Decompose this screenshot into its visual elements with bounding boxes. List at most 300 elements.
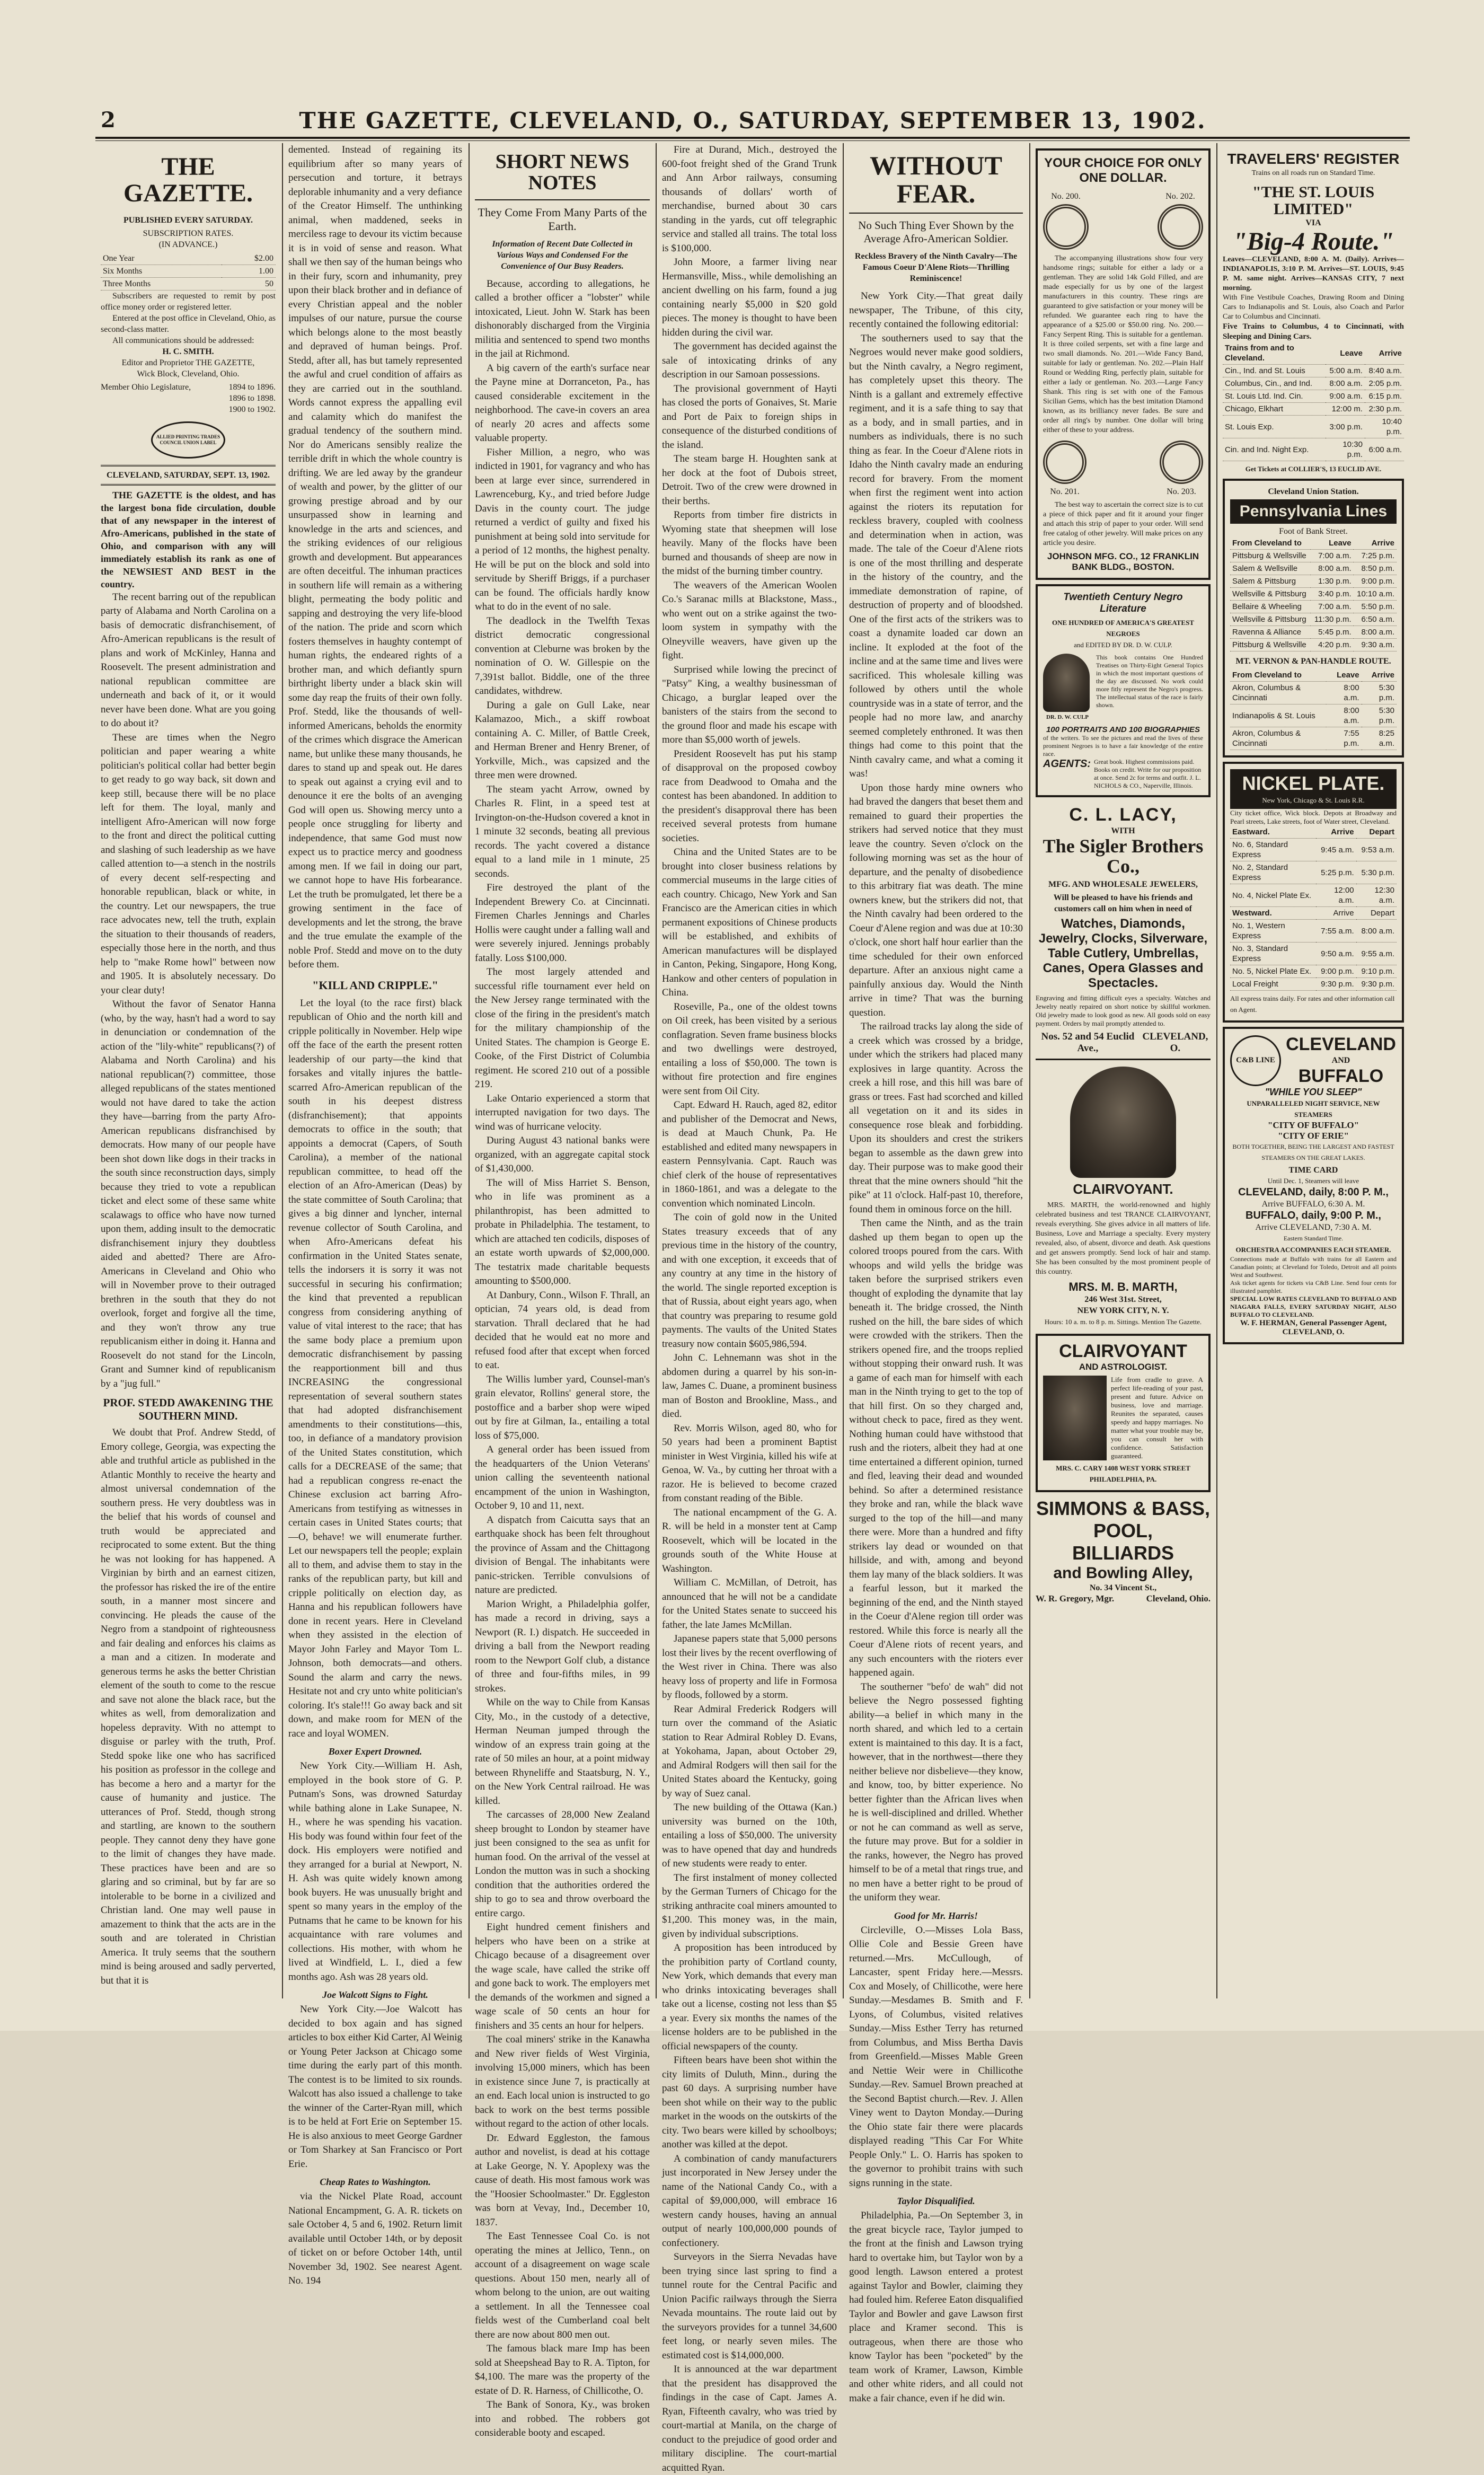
- marth-portrait-image: [1070, 1067, 1176, 1178]
- cb-leave-cleveland: CLEVELAND, daily, 8:00 P. M.,: [1238, 1186, 1389, 1199]
- train-time: 9:30 p.m.: [1316, 978, 1356, 991]
- folio-line: [101, 108, 1404, 134]
- nickel-title: NICKEL PLATE.: [1242, 772, 1385, 795]
- published-line: PUBLISHED EVERY SATURDAY.: [123, 215, 253, 225]
- news-item: Reports from timber fire districts in Wyoming state that sheepmen will lose heavily. Many of the flocks have been burned and thousands of sheep are now in the midst of the burning timber country.: [662, 509, 837, 577]
- train-time: Arrive: [1316, 826, 1356, 839]
- simmons-address: No. 34 Vincent St.,: [1089, 1583, 1157, 1592]
- table-row: [1230, 682, 1397, 704]
- c-and-b-line-ad: [1223, 1027, 1404, 1344]
- without-fear-subhead: No Such Thing Ever Shown by the Average Afro-American Soldier.: [858, 219, 1014, 245]
- train-name: Columbus, Cin., and Ind.: [1223, 377, 1326, 390]
- table-row: [1223, 390, 1404, 403]
- cb-steamer-buffalo: "CITY OF BUFFALO": [1267, 1120, 1359, 1131]
- nickel-foot: All express trains daily. For rates and other information call on Agent.: [1230, 994, 1395, 1014]
- simmons-manager: W. R. Gregory, Mgr.: [1036, 1593, 1115, 1604]
- astro-body-row: [1043, 1376, 1203, 1460]
- ring-icon: [1043, 204, 1089, 250]
- term-item: 1900 to 1902.: [228, 404, 276, 414]
- rates-table: [101, 252, 276, 290]
- big-four-route: "Big-4 Route.": [1233, 227, 1394, 256]
- train-time: 9:45 a.m.: [1316, 839, 1356, 861]
- news-item: The deadlock in the Twelfth Texas district democratic congressional convention at Cleburne was broken by the nomination of O. W. Gillespie on the 7,391st ballot. Biddle, one of the three candidates, withdrew.: [475, 615, 650, 697]
- train-time: 9:50 a.m.: [1316, 943, 1356, 965]
- table-row: [1230, 550, 1397, 562]
- marth-address: 246 West 31st. Street,: [1084, 1294, 1162, 1304]
- astro-subtitle: AND ASTROLOGIST.: [1079, 1361, 1168, 1372]
- news-headline: Boxer Expert Drowned.: [328, 1746, 422, 1757]
- lacy-advertisement: [1036, 805, 1211, 1060]
- astro-title: CLAIRVOYANT: [1059, 1341, 1187, 1361]
- ring-measure-text: The best way to ascertain the correct size is to cut a piece of thick paper and fit it around your finger and attach this strip of paper to your order. Will send free catalog of other jewelry. Will make prices on any article you desire.: [1043, 501, 1203, 547]
- table-row: [1230, 861, 1397, 884]
- news-item: At Danbury, Conn., Wilson F. Thrall, an optician, 74 years old, is dead from starvation. Thrall declared that he had decided that he would eat no more and refused food after that except when forced to eat.: [475, 1289, 650, 1371]
- top-rule: [95, 137, 1410, 139]
- culp-portrait-block: [1043, 654, 1092, 723]
- news-item: Fifteen bears have been shot within the city limits of Duluth, Minn., during the past 60 days. A surprising number have been shot while on their way to the public market in the woods on the outskirts of the city. Two bears were killed by schoolboys; another was killed at the depot.: [662, 2055, 837, 2150]
- table-row: [1230, 920, 1397, 943]
- train-time: 5:30 p.m.: [1356, 861, 1397, 884]
- notice-entered: Entered at the post office in Cleveland, Ohio, as second-class matter.: [101, 313, 276, 334]
- st-louis-limited: "THE ST. LOUIS LIMITED": [1252, 183, 1375, 218]
- legislature-block: [101, 382, 276, 415]
- penn-title: Pennsylvania Lines: [1239, 503, 1388, 521]
- literature-subtitle: ONE HUNDRED OF AMERICA'S GREATEST NEGROES: [1052, 619, 1194, 638]
- news-item: The carcasses of 28,000 New Zealand sheep brought to London by steamer have just been consigned to the sea as unfit for human food. On the arrival of the vessel at London the mutton was in such a shocking condition that the authorities ordered the ship to go to sea and throw overboard the entire cargo.: [475, 1809, 650, 1919]
- simmons-advertisement: [1036, 1498, 1211, 1604]
- train-time: 9:55 a.m.: [1356, 943, 1397, 965]
- news-item: The coin of gold now in the United States treasury exceeds that of any previous time in the history of the country, and with one exception, it exceeds that of any country at any time in the history of the world. The single reported exception is that of Russia, about eight years ago, when that country was preparing to resume gold payments. The vaults of the United States treasury now contain $605,986,594.: [662, 1212, 837, 1350]
- train-time: 9:00 p.m.: [1316, 965, 1356, 978]
- cb-service: UNPARALLELED NIGHT SERVICE, NEW STEAMERS: [1247, 1099, 1380, 1119]
- story-paragraph: Then came the Ninth, and as the train dashed up them began to open up the colored troops poured from the cars. With whoops and wild yells the bridge was taken before the surprised strikers even thought of exploding the dynamite that lay beneath it. The bridge crossed, the Ninth rushed on the hill, the bare sides of which were crowded with the strikers. Then the strikers opened fire, and the troops replied without stopping their onward rush. It was a game of each man for himself with each man in the Ninth trying to get to the top of that hill first. On so they charged and, without check to pace, fired as they went. Nothing human could have withstood that rush and the rioters, albeit they had at one time entertained a different opinion, turned and fled, leaving their dead and wounded behind. So after a determined resistance they broke and ran, while the black wave surged to the top of the hill—and many there were. More than a hundred and fifty strikers lay dead or wounded on that hillside, and with, among and beyond them lay many of the black soldiers. It was a fearful lesson, but it marked the beginning of the end, and the Ninth stayed in the Coeur d'Alene region till order was restored. While this force is nearly all the Coeur d'Alene riots of recent years, and any such encounters with the rioters ever happened again.: [849, 1218, 1023, 1678]
- cb-eastern-time: Eastern Standard Time.: [1283, 1235, 1344, 1243]
- ring-icon: [1160, 441, 1203, 484]
- column-rule: [469, 143, 470, 1998]
- news-item: Capt. Edward H. Rauch, aged 82, editor and publisher of the Democrat and News, is dead at Mauch Chunk, Pa. He established and edited many newspapers in eastern Pennsylvania. Capt. Rauch was chief clerk of the house of representatives in 1860-1861, and was a delegate to the convention which nominated Lincoln.: [662, 1099, 837, 1209]
- news-item: A proposition has been introduced by the prohibition party of Cortland county, New York, which demands that every man who drinks intoxicating beverages shall take out a license, costing not less than $5 a year. Every six months the names of the license holders are to be published in the official newspapers of the county.: [662, 1942, 837, 2052]
- cb-special-rates: SPECIAL LOW RATES CLEVELAND TO BUFFALO AND NIAGARA FALLS, EVERY SATURDAY NIGHT, ALSO BUFFALO TO CLEVELAND.: [1230, 1295, 1397, 1319]
- train-name: No. 4, Nickel Plate Ex.: [1230, 884, 1316, 907]
- literature-body: This book contains One Hundred Treatises on Thirty-Eight General Topics in which the most important questions of the day are discussed. No work could more fitly represent the Negro's progress. The intellectual status of the race is fairly shown.: [1096, 654, 1203, 709]
- train-time: 9:53 a.m.: [1356, 839, 1397, 861]
- ring-company: JOHNSON MFG. CO., 12 FRANKLIN BANK BLDG., BOSTON.: [1047, 551, 1199, 572]
- editorial-paragraph: We doubt that Prof. Andrew Stedd, of Emory college, Georgia, was expecting the able and truthful article as published in the Atlantic Monthly to receive the hearty and almost universal condemnation of the southern press. He very doubtless was in the belief that his words of counsel and truth would be appreciated and reciprocated to some extent. But the thing he was not looking for has happened. A Virginian by birth and an earnest citizen, the professor has risked the ire of the entire south, in a manner most sincere and convincing. He pleads the cause of the Negro from a standpoint of righteousness and fair dealing and enforces his claims as a man and a citizen. In moderate and generous terms he asks the better Christian element of the south to come to the rescue and save not alone the black race, but the whites as well, from demoralization and hopeless depravity. With no attempt to disguise or parley with the truth, Prof. Stedd spoke like one who has sacrificed his position as professor in the college and has become a hero and a martyr for the cause of humanity and justice. The utterances of Prof. Stedd, though strong and startling, are known to the southern people. They cannot deny they have gone to the limit of changes they have made. These practices have been and are so glaring and so criminal, but by far are so intolerable to be borne in a civilized and Christian land. One may well pause in amazement to think that the acts are in the south and are tolerated in Christian America. It truly seems that the southern mind is being aroused and sadly perverted, but that it is: [101, 1427, 276, 1986]
- train-name: Akron, Columbus & Cincinnati: [1230, 727, 1326, 750]
- table-row: [101, 277, 276, 290]
- table-row: [1230, 907, 1397, 920]
- table-row: [1230, 626, 1397, 639]
- short-news-headline: SHORT NEWS NOTES: [475, 152, 650, 200]
- news-item: Because, according to allegations, he called a brother officer a "lobster" while intoxicated, Lieut. John W. Stark has been dishonorably discharged from the Virginia militia and sentenced to spend two months in the jail at Richmond.: [475, 278, 650, 360]
- train-time: Leave: [1311, 537, 1353, 550]
- train-name: No. 2, Standard Express: [1230, 861, 1316, 884]
- ring-number: No. 201.: [1050, 487, 1080, 496]
- news-item: Marion Wright, a Philadelphia golfer, has made a record in driving, says a Newport (R. I.) dispatch. He succeeded in driving a ball from the Newport reading room to the Newport Golf club, a distance of three and four-fifths miles, in 99 strokes.: [475, 1598, 650, 1694]
- train-time: 8:00 a.m.: [1354, 626, 1397, 639]
- in-advance: (IN ADVANCE.): [158, 240, 218, 249]
- literature-editor: and EDITED BY DR. D. W. CULP.: [1074, 641, 1172, 649]
- ring-icon: [1043, 441, 1086, 484]
- train-time: Arrive: [1316, 907, 1356, 920]
- table-row: [1230, 613, 1397, 626]
- train-name: Indianapolis & St. Louis: [1230, 704, 1326, 727]
- cb-arrive-buffalo: Arrive BUFFALO, 6:30 A. M.: [1261, 1200, 1365, 1209]
- editor-name: H. C. SMITH.: [162, 347, 214, 356]
- cb-ask: Ask ticket agents for tickets via C&B Line. Send four cents for illustrated pamphlet.: [1230, 1279, 1397, 1295]
- train-time: 1:30 p.m.: [1311, 575, 1353, 588]
- story-paragraph: Upon those hardy mine owners who had braved the dangers that beset them and remained to guard their properties the strikers had served notice that they must leave the country. Seven o'clock on the following morning was set as the hour of departure, and the penalty of disobedience to this arbitrary fiat was death. The mine owners knew, but the strikers did not, that the Ninth cavalry had been ordered to the Coeur d'Alene region and was due at 10:30 o'clock, one short half hour earlier than the time scheduled for their own enforced departure. After an anxious night came a painfully anxious day. Would the Ninth arrive in time? That was the burning question.: [849, 782, 1023, 1018]
- news-paragraph: Philadelphia, Pa.—On September 3, in the great bicycle race, Taylor jumped to the front at the finish and Lawson trying hard to overtake him, but Taylor won by a good length. Lawson entered a protest against Taylor and Bowler, claiming they had fouled him. Referee Eaton disqualified Taylor and Bowler and gave Lawson first place and Kramer second. This is outrageous, when there are those who know Taylor has been "pocketed" by the team work of Kramer, Lawson, Kimble and other white riders, and all could not make a fair chance, even if he did win.: [849, 2210, 1023, 2404]
- literature-agents-row: [1043, 758, 1203, 790]
- cb-until: Until Dec. 1, Steamers will leave: [1267, 1177, 1359, 1185]
- travelers-register-title: TRAVELERS' REGISTER: [1227, 151, 1400, 167]
- simmons-billiards: BILLIARDS: [1072, 1542, 1174, 1564]
- cb-both: BOTH TOGETHER, BEING THE LARGEST AND FASTEST STEAMERS ON THE GREAT LAKES.: [1232, 1143, 1394, 1162]
- cb-arrive-cleveland: Arrive CLEVELAND, 7:30 A. M.: [1255, 1223, 1372, 1232]
- news-item: Rear Admiral Frederick Rodgers will turn over the command of the Asiatic station to Rear Admiral Robley D. Evans, at Yokohama, Japan, about October 29, and Admiral Rodgers will then sail for the United States aboard the Kentucky, going by way of Suez canal.: [662, 1703, 837, 1799]
- cb-tagline: "WHILE YOU SLEEP": [1265, 1087, 1362, 1098]
- train-name: Wellsville & Pittsburg: [1230, 588, 1311, 601]
- table-row: [1230, 537, 1397, 550]
- train-time: 2:05 p.m.: [1365, 377, 1404, 390]
- train-time: 8:00 a.m.: [1326, 682, 1361, 704]
- train-name: Salem & Wellsville: [1230, 562, 1311, 575]
- news-headline: Joe Walcott Signs to Fight.: [322, 1989, 428, 2000]
- sigler-address-row: [1036, 1031, 1211, 1060]
- column-rule: [843, 143, 844, 1998]
- train-name: No. 3, Standard Express: [1230, 943, 1316, 965]
- short-news-subhead: They Come From Many Parts of the Earth.: [478, 205, 647, 233]
- cb-city: CLEVELAND, O.: [1282, 1328, 1345, 1337]
- simmons-footer: [1036, 1593, 1211, 1604]
- train-time: 10:10 a.m.: [1354, 588, 1397, 601]
- cb-steamer-erie: "CITY OF ERIE": [1278, 1131, 1349, 1141]
- train-name: Pittsburg & Wellsville: [1230, 639, 1311, 651]
- news-item: Rev. Morris Wilson, aged 80, who for 50 years had been a prominent Baptist minister in West Virginia, killed his wife at Genoa, W. Va., by cutting her throat with a razor. He is believed to become crazed from constant reading of the Bible.: [662, 1422, 837, 1504]
- ring-number: No. 202.: [1165, 192, 1195, 201]
- news-item: The national encampment of the G. A. R. will be held in a monster tent at Camp Roosevelt, which will be located in the grounds south of the White House at Washington.: [662, 1507, 837, 1574]
- travelers-register-sub: Trains on all roads run on Standard Time.: [1251, 169, 1375, 177]
- nickel-note: City ticket office, Wick block. Depots at Broadway and Pearl streets, Lake streets, foot of Water street, Cleveland.: [1230, 809, 1397, 826]
- news-item: A big cavern of the earth's surface near the Payne mine at Dorranceton, Pa., has caused considerable excitement in the neighborhood. The cave-in covers an area of nearly 20 acres and affects some valuable property.: [475, 362, 650, 444]
- stedd-headline: PROF. STEDD AWAKENING THE SOUTHERN MIND.: [103, 1396, 273, 1423]
- cary-advertisement: [1036, 1334, 1211, 1492]
- editorial-paragraph: Let the loyal (to the race first) black republican of Ohio and the north kill and cripple politically in November. Help wipe off the face of the earth the present rotten leadership of our party—the kind that forsakes and vitally injures the battle-scarred Afro-American republican of the south in his deepest distress (disfranchisement); that appoints democrats to office in the south; that appoints a democrat (Capers, of South Carolina), a member of the national republican committee, to head off the election of an Afro-American (Deas) by the state committee of South Carolina; that gives a big dinner and lyncher, internal revenue collector of South Carolina, and when Afro-Americans defeat his confirmation in the United States senate, tells the indorsers it is sorry it was not successful in securing his confirmation; the kind that prevented a republican congress from considering anything of value of vital interest to the race; that has the same body place a premium upon democratic disfranchisement by passing the reapportionment bill and thus INCREASING the congressional representation of several southern states that had adopted disfranchisement amendments to their constitutions—this, too, in defiance of a mandatory provision of the United States constitution, which calls for a DECREASE of the same; that had a republican congress re-enact the Chinese exclusion act barring Afro-Americans from testifying as witnesses in certain cases in United States courts; that—O, behave! we will enumerate further. Let our newspapers tell the people; explain all to them, and advise them to stay in the ranks of the republican party, but kill and cripple politically on election day, as Hanna and his republican followers have done in recent years. Here in Cleveland when they assisted in the election of Mayor John Farley and Mayor Tom L. Johnson, both democrats—and others. Sound the alarm and carry the news. Hesitate not and cry unto white politician's coloring. It's stale!!! Go away back and sit down, and make room for MEN of the race and loyal WOMEN.: [288, 997, 462, 1739]
- sigler-note: Will be pleased to have his friends and customers call on him when in need of: [1053, 893, 1193, 913]
- train-name: Ravenna & Alliance: [1230, 626, 1311, 639]
- ring-ad-title: YOUR CHOICE FOR ONLY ONE DOLLAR.: [1044, 156, 1202, 185]
- ring-icon: [1158, 204, 1203, 250]
- table-row: [1230, 601, 1397, 613]
- news-item: Fire at Durand, Mich., destroyed the 600-foot freight shed of the Grand Trunk and Ann Arbor railways, consuming thousands of dollars' worth of merchandise, burned about 30 cars standing in the yards, cut off telegraphic service and stalled all trains. The total loss is $100,000.: [662, 144, 837, 254]
- news-item: A general order has been issued from the headquarters of the Union Veterans' union calling the seventeenth national encampment of the union in Washington, October 9, 10 and 11, next.: [475, 1444, 650, 1512]
- train-time: 10:40 p.m.: [1365, 416, 1404, 438]
- train-time: 8:50 p.m.: [1354, 562, 1397, 575]
- lacy-name: C. L. LACY,: [1069, 805, 1177, 825]
- train-time: 8:00 a.m.: [1356, 920, 1397, 943]
- news-item: Surprised while lowing the precinct of "Patsy" King, a wealthy businessman of Chicago, a burglar leaped over the banisters of the stairs from the second to the ground floor and made his escape with more than $5,000 worth of jewels.: [662, 664, 837, 745]
- table-row: [1223, 416, 1404, 438]
- sigler-goods: Watches, Diamonds, Jewelry, Clocks, Silverware, Table Cutlery, Umbrellas, Canes, Opera Glasses and Spectacles.: [1038, 916, 1208, 990]
- simmons-pool: POOL,: [1093, 1519, 1153, 1542]
- table-row: [1230, 965, 1397, 978]
- penn-timetable: [1230, 537, 1397, 651]
- agents-body: Great book. Highest commissions paid. Books on credit. Write for our proposition at once. Send 2c for terms and outfit. J. L. NICHOLS & CO., Naperville, Illinois.: [1094, 758, 1202, 789]
- news-item: Surveyors in the Sierra Nevadas have been trying since last spring to find a tunnel route for the Central Pacific and Union Pacific railways through the Sierra Nevada mountains. The route laid out by the surveyors provides for a tunnel 34,600 feet long, or nearly seven miles. The estimated cost is $14,000,000.: [662, 2251, 837, 2361]
- train-time: 5:45 p.m.: [1311, 626, 1353, 639]
- news-item: It is announced at the war department that the president has disapproved the findings in the case of Capt. James A. Ryan, Fifteenth cavalry, who was tried by court-martial at Manila, on the charge of conduct to the prejudice of good order and military discipline. The court-martial acquitted Ryan.: [662, 2364, 837, 2473]
- ring-201: [1043, 438, 1086, 497]
- cb-leave-buffalo: BUFFALO, daily, 9:00 P. M.,: [1246, 1210, 1381, 1222]
- column-rule: [1029, 143, 1030, 1998]
- news-item: Fire destroyed the plant of the Independent Brewery Co. at Cincinnati. Firemen Charles Jennings and Charles Hollis were caught under a falling wall and were severely injured. Jennings probably fatally. Loss $100,000.: [475, 882, 650, 964]
- train-name: Eastward.: [1230, 826, 1316, 839]
- train-time: 8:25 a.m.: [1362, 727, 1397, 750]
- story-paragraph: The southerners used to say that the Negroes would never make good soldiers, but the Ninth cavalry, a Negro regiment, has completely upset this theory. The Ninth is a gallant and extremely effective regiment, and it is a safe thing to say that as a body, and in small parties, and in numbers as individuals, there is no such thing as fear. In the Coeur d'Alene riots in Idaho the Ninth cavalry made an enduring record for bravery. From the moment when first the regiment went into action against the rioters its reputation for reckless bravery, coupled with coolness and determination when in action, was made. The tale of the Coeur d'Alene riots is one of the most thrilling and desperate in the history of the country, and the immediate demonstration of rapine, of destruction of property and of bloodshed. One of the first acts of the strikers was to coast a dynamite loaded car down an incline. It exploded at the foot of the incline and at the same time and lives were sacrificed. This wholesale killing was followed by others until the whole countryside was in a state of terror, and the people had no more law, and anarchy seemed completely enthroned. It was then things had come to this point that the Ninth cavalry came, and what a coming it was!: [849, 332, 1023, 779]
- column-rule: [656, 143, 657, 1998]
- news-item: The steam yacht Arrow, owned by Charles R. Flint, in a speed test at Irvington-on-the-Hudson covered a knot in 1 minute 32 seconds, beating all previous records. The yacht covered a distance equal to a land mile in 1 minute, 25 seconds.: [475, 783, 650, 879]
- table-row: [1230, 669, 1397, 682]
- news-item: The famous black mare Imp has been sold at Sheepshead Bay to R. A. Tipton, for $4,100. The mare was the property of the estate of D. R. Harness, of Chillicothe, O.: [475, 2343, 650, 2397]
- ring-number: No. 200.: [1051, 192, 1081, 201]
- train-name: Salem & Pittsburg: [1230, 575, 1311, 588]
- column-4: [662, 143, 837, 2473]
- top-rule-thin: [95, 140, 1410, 141]
- train-name: Trains from and to Cleveland.: [1223, 342, 1326, 365]
- ring-advertisement: [1036, 148, 1211, 580]
- train-name: Wellsville & Pittsburg: [1230, 613, 1311, 626]
- train-name: Cin., Ind. and St. Louis: [1223, 365, 1326, 377]
- short-news-list-continued: [662, 143, 837, 2475]
- train-time: 7:55 p.m.: [1326, 727, 1361, 750]
- train-time: 12:00 m.: [1326, 403, 1365, 416]
- simmons-title: SIMMONS & BASS,: [1036, 1497, 1211, 1519]
- cb-connections: Connections made at Buffalo with trains for all Eastern and Canadian points; at Cleveland for Toledo, Detroit and all points West and Southwest.: [1230, 1255, 1397, 1279]
- table-row: [1230, 978, 1397, 991]
- ring-200: [1043, 191, 1089, 252]
- cb-title-cleveland: CLEVELAND: [1286, 1034, 1396, 1055]
- table-row: [1223, 377, 1404, 390]
- short-news-list: [475, 277, 650, 2441]
- table-row: [1230, 562, 1397, 575]
- notice-address: All communications should be addressed:: [112, 336, 254, 345]
- table-row: [1223, 342, 1404, 365]
- train-name: Local Freight: [1230, 978, 1316, 991]
- news-item: During August 43 national banks were organized, with an aggregate capital stock of $1,430,000.: [475, 1135, 650, 1175]
- penn-foot: Foot of Bank Street.: [1279, 527, 1348, 536]
- news-item: The first instalment of money collected by the German Turners of Chicago for the striking anthracite coal miners amounted to $1,200. This money was, in the main, given by individual subscriptions.: [662, 1872, 837, 1940]
- column-rule: [1216, 143, 1217, 1998]
- cb-and: AND: [1331, 1056, 1350, 1065]
- train-name: Chicago, Elkhart: [1223, 403, 1326, 416]
- train-name: No. 1, Western Express: [1230, 920, 1316, 943]
- train-time: 7:00 a.m.: [1311, 550, 1353, 562]
- editor-address: Wick Block, Cleveland, Ohio.: [137, 369, 240, 378]
- column-7: [1223, 143, 1404, 1998]
- big-four-note: With Fine Vestibule Coaches, Drawing Room and Dining Cars to Indianapolis and St. Louis, also Coach and Parlor Car to Columbus and Cincinnati.: [1223, 294, 1404, 321]
- train-name: St. Louis Exp.: [1223, 416, 1326, 438]
- train-name: No. 6, Standard Express: [1230, 839, 1316, 861]
- table-row: [1230, 826, 1397, 839]
- marth-advertisement: [1036, 1067, 1211, 1327]
- train-time: 9:10 p.m.: [1356, 965, 1397, 978]
- ring-203: [1160, 438, 1203, 497]
- table-row: [1230, 588, 1397, 601]
- train-name: Bellaire & Wheeling: [1230, 601, 1311, 613]
- nickel-subtitle: New York, Chicago & St. Louis R.R.: [1262, 796, 1365, 805]
- marth-hours: Hours: 10 a. m. to 8 p. m. Sittings. Mention The Gazette.: [1044, 1317, 1202, 1326]
- union-label: [101, 421, 276, 459]
- train-time: 6:50 a.m.: [1354, 613, 1397, 626]
- news-item: The most largely attended and successful rifle tournament ever held on the New Jersey range terminated with the close of the firing in the president's match for the military championship of the United States. The champion is George E. Cooke, of the First District of Columbia regiment. He scored 210 out of a possible 219.: [475, 966, 650, 1090]
- news-paragraph: New York City.—Joe Walcott has decided to box again and has signed articles to box either Kid Carter, Al Weinig or Young Peter Jackson at Chicago some time during the early part of this month. The contest is to be limited to six rounds. Walcott has also issued a challenge to take the winner of the Carter-Ryan mill, which is to be held at Fort Erie on September 15. He is also anxious to meet George Gardner or Tom Sharkey at San Francisco or Port Erie.: [288, 2004, 462, 2170]
- mt-vernon-timetable: [1230, 669, 1397, 750]
- literature-portraits: 100 PORTRAITS AND 100 BIOGRAPHIES: [1046, 725, 1200, 734]
- news-headline: Good for Mr. Harris!: [894, 1910, 978, 1921]
- train-time: Arrive: [1365, 342, 1404, 365]
- penn-station: Cleveland Union Station.: [1268, 487, 1359, 497]
- culp-portrait-image: [1043, 654, 1090, 712]
- without-fear-headline: WITHOUT FEAR.: [849, 152, 1023, 214]
- train-name: From Cleveland to: [1230, 669, 1326, 682]
- penn-banner: [1230, 499, 1397, 524]
- train-name: From Cleveland to: [1230, 537, 1311, 550]
- train-name: Cin. and Ind. Night Exp.: [1223, 438, 1326, 461]
- sigler-subtitle: MFG. AND WHOLESALE JEWELERS,: [1048, 879, 1198, 889]
- sigler-address: Nos. 52 and 54 Euclid Ave.,: [1041, 1030, 1135, 1054]
- train-time: 3:40 p.m.: [1311, 588, 1353, 601]
- cb-title-block: [1285, 1034, 1397, 1087]
- story-paragraph: The railroad tracks lay along the side of a creek which was crossed by a bridge, under which the strikers had placed many explosives in large quantity. Across the creek a hill rose, and this hill was bare of grass or trees. Fast had scorched and killed all vegetation on it and its sides in consequence rose bleak and forbidding. Upon its shoulders and crest the strikers began to assemble as the dawn grew into day. Their purpose was to make good their threat that the mine owners should "hit the pike" at 11 o'clock. Half-past 10, therefore, found them in ominous force on the hill.: [849, 1021, 1023, 1215]
- story-paragraph: The southerner "befo' de wah" did not believe the Negro possessed fighting ability—a belief in which many in the north shared, and which led to a certain extent is maintained to this day. It is a fact, however, that in the northwest—there they neither believe nor disbelieve—they know, and know, too, by bitter experience. No better fighter than the African lives when he is well-disciplined and drilled. Whether or not he can command as well as serve, the future may prove. But for a soldier in the ranks, however, the Negro has proved himself to be of a metal that rings true, and no men have a better right to be proud of the uniform they wear.: [849, 1681, 1023, 1903]
- news-item: Japanese papers state that 5,000 persons lost their lives by the recent overflowing of the West river in China. There was also heavy loss of property and life in Formosa by floods, followed by a storm.: [662, 1633, 837, 1701]
- train-time: 7:00 a.m.: [1311, 601, 1353, 613]
- portrait-caption: DR. D. W. CULP: [1046, 714, 1089, 720]
- big-four-times: Leaves—CLEVELAND, 8:00 A. M. (Daily). Arrives—INDIANAPOLIS, 3:10 P. M. Arrives—ST. LOUIS, 9:45 P. M. same night. Arrives—KANSAS CITY, 7 next morning.: [1223, 256, 1404, 293]
- news-item: Fisher Million, a negro, who was indicted in 1901, for vagrancy and who has been at large ever since, surrendered in Lawrenceburg, Ky., and tried before Judge Davis in the county court. The judge returned a verdict of guilty and fixed his punishment at being sold into servitude for a period of 12 months, the highest penalty. He will be put on the block and sold into servitude by Sheriff Briggs, if a purchaser can be found. The officials hardly know what to do in the event of no sale.: [475, 446, 650, 613]
- train-time: 9:00 p.m.: [1354, 575, 1397, 588]
- train-time: 2:30 p.m.: [1365, 403, 1404, 416]
- news-item: The provisional government of Hayti has closed the ports of Gonaives, St. Marie and Port de Paix to foreign ships in consequence of the disturbed conditions of the island.: [662, 383, 837, 451]
- rate-term: One Year: [101, 252, 222, 265]
- news-item: A dispatch from Caicutta says that an earthquake shock has been felt throughout the province of Assam and the Chittagong division of Bengal. The inhabitants were panic-stricken. Terrible convulsions of nature are predicted.: [475, 1514, 650, 1596]
- big-four-agent: Get Tickets at COLLIER'S, 13 EUCLID AVE.: [1245, 465, 1382, 473]
- pennsylvania-lines-ad: [1223, 479, 1404, 758]
- legislature-terms: [229, 382, 276, 415]
- literature-body-row: [1043, 654, 1203, 723]
- column-2: [288, 143, 462, 2286]
- train-time: Arrive: [1362, 669, 1397, 682]
- editorial-paragraph: The recent barring out of the republican party of Alabama and North Carolina on a basis of democratic disfranchisement, of Afro-American republicans is the result of plans and work of McKinley, Hanna and Roosevelt. The present administration and national republican committee are underneath and back of it, or it would never have been done. What are you going to do about it?: [101, 591, 276, 729]
- train-time: Depart: [1356, 907, 1397, 920]
- table-row: [1230, 704, 1397, 727]
- ring-number: No. 203.: [1167, 487, 1196, 496]
- table-row: [101, 252, 276, 265]
- subscription-header: SUBSCRIPTION RATES.: [143, 228, 234, 238]
- astro-body: Life from cradle to grave. A perfect life-reading of your past, present and future. Advice on business, love and marriage. Reunites the separated, causes speedy and happy marriages. No matter what your trouble may be, you can consult her with confidence. Satisfaction guaranteed.: [1111, 1375, 1203, 1460]
- train-time: 3:00 p.m.: [1326, 416, 1365, 438]
- train-time: Leave: [1326, 669, 1361, 682]
- rate-price: 1.00: [222, 265, 276, 277]
- editorial-paragraph: demented. Instead of regaining its equilibrium after so many years of persecution and torture, it betrays deplorable inhumanity and a very defiance of the Creator Himself. The unthinking animal, when maddened, seeks in merciless rage to devour its victim because it is in void of sense and reason. What shall we then say of the human beings who in their fury, scorn and inhumanity, prey upon their black brother and in defiance of every Christian appeal and the nobler impulses of our nature, pursue the course which belongs alone to the most beastly and depraved of human beings. Prof. Stedd, after all, has but tamely represented the awful and cruel condition of affairs as they are carried out in the southland. Words cannot express the appalling evil and calamity which do manifest the gradual tendency of the southern mind. Nor do Americans sensibly realize the terrible drift in which the whole country is drifting. We are led away by the grandeur of wealth and power, by the glitter of our growing prestige abroad and by our unsurpassed show in learning and knowledge in the arts and sciences, and the striking evidences of our religious growth and development. But appearances are often deceitful. The inhuman practices in southern life will remain as a withering blight, permeating the body politic and sapping and destroying the very life-blood of the nation. The pride and scorn which fosters themselves in haughty contempt of human rights, the endeared rights of a brother man, and which defiantly spurn birthright liberty under a black skin will some day reap the fruits of their own folly. Prof. Stedd, like the thousands of well-informed Americans, beholds the enormity of the crimes which disgrace the American name, but unlike these many thousands, he dares to stand up and speak out. He dares to speak out against a crying evil and to denounce it ere the bolts of an avenging God will open us. Showing mercy unto a people once struggling for liberty and independence, that same God must now expect us to practice mercy and goodness among men. If we fail in doing our part, we cannot hope to have His forbearance. Let the truth be promulgated, let there be a growing sentiment in the face of developments and let the strong, the brave and the true emulate the example of the noble Prof. Stedd and move on to the duty before them.: [288, 144, 462, 970]
- lacy-with: WITH: [1111, 826, 1135, 835]
- marth-name: MRS. M. B. MARTH,: [1068, 1280, 1178, 1293]
- legislature-label: Member Ohio Legislature,: [101, 382, 191, 392]
- clairvoyant-body: MRS. MARTH, the world-renowned and highly celebrated business and test TRANCE CLAIRVOYANT, reveals everything. She gives advice in all matters of life. Business, Love and Marriage a specialty. Every mystery revealed, also, of absent, divorce and death. Ask questions and get answers promptly. Send lock of hair and stamp. She has been consulted by the most prominent people of this country.: [1036, 1201, 1211, 1276]
- marth-city: NEW YORK CITY, N. Y.: [1077, 1306, 1169, 1315]
- nickel-banner: [1230, 769, 1397, 809]
- train-time: Leave: [1326, 342, 1365, 365]
- train-time: 6:15 p.m.: [1365, 390, 1404, 403]
- news-paragraph: New York City.—William H. Ash, employed in the book store of G. P. Putnam's Sons, was drowned Saturday while bathing alone in Lake Sunapee, N. H., where he was spending his vacation. His body was found within four feet of the dock. His employers were notified and they arranged for a burial at Newport, N. H. Ash was quite widely known among book buyers. He was unusually bright and spent so many years in the employ of the Putnams that he came to be known for his acquaintance with rare volumes and collections. His mother, with whom he lived at Windfield, L. I., died a few months ago. Ash was 28 years old.: [288, 1760, 462, 1983]
- editorial-paragraph: Without the favor of Senator Hanna (who, by the way, hasn't had a word to say in denunciation or condemnation of the action of the "lily-white" republicans(?) of Alabama and North Carolina) and his national republican(?) committee, those alleged republicans of the states mentioned would not have dared to take the action they have—barring from the party Afro-American republicans disfranchised by democrats. How many of our people have been shot down like dogs in their tracks in the south since reconstruction days, simply because they tried to vote a republican ticket and elect some of these same white scalawags to office who have now turned upon them, adding insult to the democratic disfranchisement injury they doubtless aided and abetted? There are Afro-Americans in Cleveland and Ohio who will in November prove to their outraged brethren in the south that they do not overlook, forget and forgive all the time, and they won't throw any true republicanism either in doing it. Hanna and Roosevelt do not stand for the Lincoln, Grant and Sumner kind of republicanism by a "jug full.": [101, 999, 276, 1389]
- rate-price: 50: [222, 277, 276, 290]
- column-1: [101, 143, 276, 1998]
- table-row: [101, 265, 276, 277]
- story-paragraph: New York City.—That great daily newspaper, The Tribune, of this city, recently contained the following editorial:: [849, 290, 1023, 330]
- short-news-deck: Information of Recent Date Collected in Various Ways and Condensed For the Convenience of Our Busy Readers.: [492, 239, 633, 271]
- rate-price: $2.00: [222, 252, 276, 265]
- kill-cripple-headline: "KILL AND CRIPPLE.": [312, 978, 438, 992]
- train-time: 7:55 a.m.: [1316, 920, 1356, 943]
- mt-vernon-title: MT. VERNON & PAN-HANDLE ROUTE.: [1235, 657, 1391, 666]
- table-row: [1223, 365, 1404, 377]
- news-item: The new building of the Ottawa (Kan.) university was burned on the 10th, entailing a loss of $50,000. The university was to have opened that day and hundreds of new students were ready to enter.: [662, 1802, 837, 1869]
- train-time: 5:00 a.m.: [1326, 365, 1365, 377]
- train-time: 8:00 a.m.: [1311, 562, 1353, 575]
- cb-agent: W. F. HERMAN, General Passenger Agent,: [1240, 1319, 1387, 1328]
- table-row: [1230, 884, 1397, 907]
- cb-orchestra: ORCHESTRA ACCOMPANIES EACH STEAMER.: [1235, 1246, 1391, 1254]
- issue-dateline: CLEVELAND, SATURDAY, SEPT. 13, 1902.: [106, 470, 270, 480]
- table-row: [1230, 575, 1397, 588]
- big-four-timetable: [1223, 342, 1404, 461]
- news-headline: Cheap Rates to Washington.: [320, 2177, 431, 2187]
- train-time: 11:30 p.m.: [1311, 613, 1353, 626]
- astro-figure-image: [1043, 1376, 1107, 1460]
- nickel-plate-ad: [1223, 762, 1404, 1023]
- column-6: [1036, 143, 1211, 1998]
- train-time: 12:30 a.m.: [1356, 884, 1397, 907]
- cb-line-logo-icon: C&B LINE: [1230, 1035, 1281, 1086]
- train-time: 4:20 p.m.: [1311, 639, 1353, 651]
- sigler-city: CLEVELAND, O.: [1142, 1030, 1208, 1054]
- table-row: [1223, 403, 1404, 416]
- circulation-boast: THE GAZETTE is the oldest, and has the largest bona fide circulation, double that of any newspaper in the interest of Afro-Americans, published in the state of Ohio, and comparison with any will immediately establish its rank as one of the NEWSIEST AND BEST in the country.: [101, 489, 276, 589]
- train-time: 6:00 a.m.: [1365, 438, 1404, 461]
- literature-advertisement: [1036, 584, 1211, 797]
- news-headline: Taylor Disqualified.: [897, 2196, 975, 2206]
- cb-timecard: TIME CARD: [1288, 1166, 1338, 1175]
- agents-label: AGENTS:: [1043, 758, 1091, 770]
- table-row: [1230, 727, 1397, 750]
- news-item: The Bank of Sonora, Ky., was broken into and robbed. The robbers got considerable booty and escaped.: [475, 2399, 650, 2439]
- news-item: A combination of candy manufacturers just incorporated in New Jersey under the name of the National Candy Co., with a capital of $9,000,000, will embrace 16 western candy houses, having an annual output of nearly 100,000,000 pounds of confectionery.: [662, 2153, 837, 2249]
- editor-title: Editor and Proprietor THE GAZETTE,: [121, 358, 255, 367]
- rate-term: Six Months: [101, 265, 222, 277]
- table-row: [1230, 839, 1397, 861]
- train-time: 7:25 p.m.: [1354, 550, 1397, 562]
- rate-term: Three Months: [101, 277, 222, 290]
- literature-title: Twentieth Century Negro Literature: [1063, 592, 1183, 614]
- nickel-timetable: [1230, 826, 1397, 991]
- news-paragraph: via the Nickel Plate Road, account National Encampment, G. A. R. tickets on sale October 4, 5 and 6, 1902. Return limit available until October 14th, or by deposit of ticket on or before October 14th, until November 3d, 1902. See nearest Agent. No. 194: [288, 2191, 462, 2286]
- news-item: Roseville, Pa., one of the oldest towns on Oil creek, has been visited by a serious conflagration. Seven frame business blocks and two dwellings were destroyed, entailing a loss of $50,000. The town is without fire protection and fire engines were sent from Oil City.: [662, 1001, 837, 1097]
- cb-header: [1230, 1034, 1397, 1087]
- ring-202: [1158, 191, 1203, 252]
- train-time: 9:00 a.m.: [1326, 390, 1365, 403]
